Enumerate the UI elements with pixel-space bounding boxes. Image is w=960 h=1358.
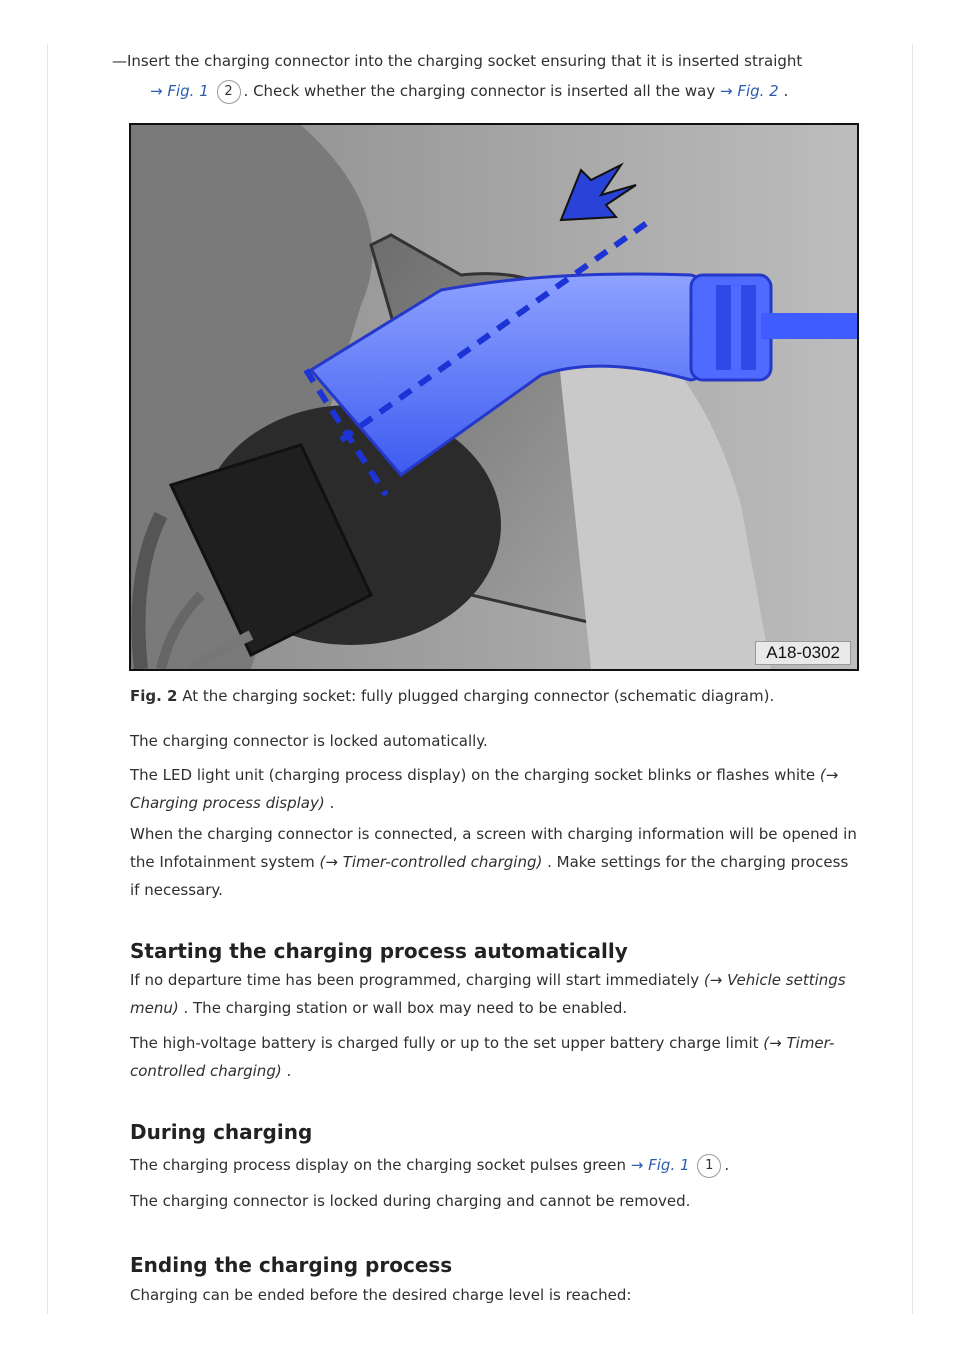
caption-number: Fig. 2: [130, 687, 178, 705]
callout-number-1: 1: [697, 1154, 721, 1178]
paragraph-battery-limit: The high-voltage battery is charged fully or up to the set upper battery charge limit (→ Timer- controlled charging) .: [130, 1034, 835, 1080]
paragraph-locked-during-charging: The charging connector is locked during charging and cannot be removed.: [130, 1192, 691, 1210]
figure-caption: [130, 682, 860, 710]
step-bullet: —: [112, 52, 127, 70]
ref-charging-display-b[interactable]: Charging process display): [130, 794, 325, 812]
paragraph-departure-time: If no departure time has been programmed, charging will start immediately (→ Vehicle settings menu) . The charging station or wall box may need to be enabled.: [130, 971, 846, 1017]
paragraph-led: The LED light unit (charging process display) on the charging socket blinks or flashes white (→ Charging process display) .: [130, 766, 839, 812]
fig1-link[interactable]: → Fig. 1: [150, 82, 209, 100]
step-line2: → Fig. 1 2 . Check whether the charging connector is inserted all the way → Fig. 2 .: [150, 77, 870, 105]
fig1-link-2[interactable]: → Fig. 1: [630, 1156, 690, 1174]
charging-connector-illustration: [131, 125, 857, 669]
paragraph-pulses-green: The charging process display on the charging socket pulses green → Fig. 1 1 .: [130, 1151, 860, 1179]
paragraph-end-before: Charging can be ended before the desired charge level is reached:: [130, 1286, 632, 1304]
page-border-left: [47, 44, 48, 1314]
step-line1: Insert the charging connector into the charging socket ensuring that it is inserted straight: [127, 52, 803, 70]
heading-during-charging: During charging: [130, 1120, 313, 1144]
step-instruction: [112, 47, 860, 75]
caption-text: At the charging socket: fully plugged charging connector (schematic diagram).: [177, 687, 775, 705]
figure-charging-connector: [129, 123, 859, 671]
ref-vehicle-settings-a[interactable]: (→ Vehicle settings: [703, 971, 846, 989]
callout-number-2: 2: [217, 80, 241, 104]
heading-ending-charging: Ending the charging process: [130, 1253, 453, 1277]
fig2-link[interactable]: → Fig. 2: [719, 82, 779, 100]
ref-charging-display-a[interactable]: (→: [819, 766, 839, 784]
ref-vehicle-settings-b[interactable]: menu): [130, 999, 179, 1017]
ref-timer-controlled-a[interactable]: (→ Timer-: [763, 1034, 835, 1052]
figure-label: A18-0302: [755, 641, 851, 665]
ref-timer-charging[interactable]: (→ Timer-controlled charging): [319, 853, 543, 871]
page-border-right: [912, 44, 913, 1314]
step-line2-text: . Check whether the charging connector is inserted all the way: [243, 82, 720, 100]
paragraph-locked: The charging connector is locked automatically.: [130, 732, 488, 750]
ref-timer-controlled-b[interactable]: controlled charging): [130, 1062, 282, 1080]
paragraph-infotainment: When the charging connector is connected, a screen with charging information will be opened in the Infotainment system (→ Timer-controlled charging) . Make settings for the charging process if necessary.: [130, 825, 857, 899]
heading-starting-automatically: Starting the charging process automatically: [130, 939, 628, 963]
